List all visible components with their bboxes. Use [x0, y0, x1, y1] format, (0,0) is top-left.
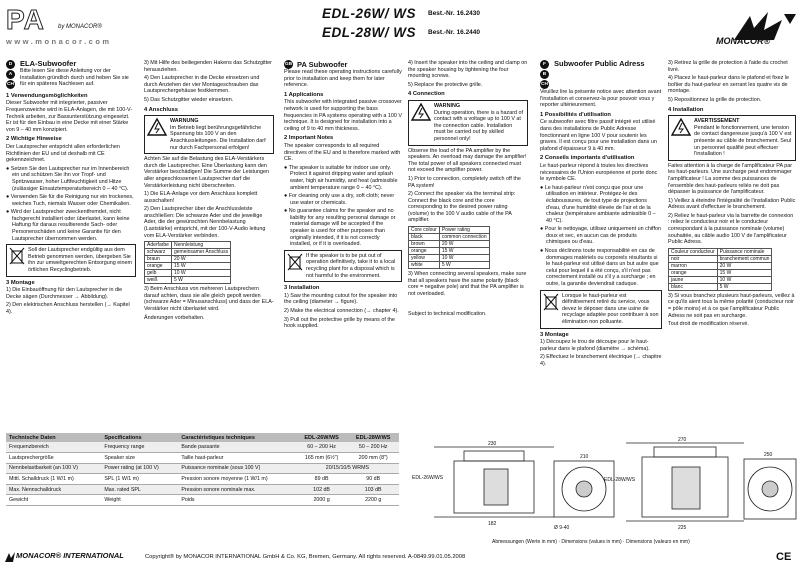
language-badges-de — [6, 60, 15, 90]
heading-gb-2: 2 Important Notes — [284, 135, 334, 142]
column-fr-2 — [668, 60, 796, 430]
model-name-2: EDL-28W/ WS — [322, 25, 417, 40]
dim-225: 225 — [678, 525, 687, 531]
wiring-table-de: Aderfarbe Nennleistung schwarz gemeinsamer Anschluss braun 20 W orange 15 W gelb 10 W weiß 5 W — [144, 241, 231, 284]
badge-gb: GB — [284, 62, 293, 67]
diagram-caption: Abmessungen (Werte in mm) · Dimensions (values in mm) · Dimensions (valeurs en mm) — [492, 539, 690, 545]
language-badges-fr — [540, 60, 549, 89]
step-de-4-2: 2) Den Lautsprecher über die Anschlussleiste anschließen: Die schwarze Ader und die jeweilige Ader, die der gewünschten Nennbelastung (Laststärke) entspricht, mit der 100-V-Audio leitung vom ELA-Verstärker verbinden. — [144, 206, 266, 239]
wheelie-bin-icon — [9, 247, 25, 265]
heading-fr-2: 2 Conseils importants d'utilisation — [540, 155, 635, 162]
warning-box-fr — [668, 115, 796, 161]
step-gb-4-2: 2) Connect the speaker via the terminal strip: Connect the black core and the core corresponding to the desired power rating (volume) to the 100 V audio cable of the PA amplifier. — [408, 191, 516, 224]
warning-title-gb: WARNING — [434, 102, 461, 109]
high-voltage-warning-icon — [671, 118, 691, 136]
bullet-de-3: ● Wird der Lautsprecher zweckentfremdet, nicht fachgerecht installiert oder überlastet, kann keine Haftung für daraus resultierende Sach- oder Personenschäden und keine Garantie für den Lautsprecher übernommen werden. — [6, 209, 130, 242]
bullet-de-2: ● Verwenden Sie für die Reinigung nur ein trockenes, weiches Tuch, niemals Wasser oder Chemikalien. — [6, 194, 134, 207]
bullet-gb-1: ● The speaker is suitable for indoor use only. Protect it against dripping water and splash water, high air humidity, and heat (admissible ambient temperature range 0 – 40 °C). — [284, 164, 398, 191]
step-fr-3-4: 4) Placez le haut-parleur dans le plafond et fixez le boîtier du haut-parleur en serrant les quatre vis de montage. — [668, 75, 790, 95]
brand-by: by MONACOR® — [58, 24, 102, 30]
badge-ch: CH — [7, 82, 14, 87]
heading-de-1: 1 Verwendungsmöglichkeiten — [6, 92, 88, 99]
column-gb-2 — [408, 60, 528, 430]
section-title-gb: PA Subwoofer — [297, 60, 348, 69]
dim-250: 250 — [764, 452, 773, 458]
heading-de-2: 2 Wichtige Hinweise — [6, 136, 62, 143]
disposal-note-fr: Lorsque le haut-parleur est définitivement retiré du service, vous devez le déposer dans une usine de recyclage adaptée pour contribuer à son élimination non polluante. — [540, 290, 662, 329]
step-fr-3-1: 1) Découpez le trou de découpe pour le haut-parleur dans le plafond (diamètre → schéma). — [540, 339, 650, 352]
table-row: Frequenzbereich Frequency range Bande passante 60 – 200 Hz 50 – 200 Hz — [6, 442, 399, 453]
dim-182: 182 — [488, 521, 497, 527]
warning-box-de — [144, 115, 274, 154]
step-fr-3-3: 3) Retirez la grille de protection à l'aide du crochet livré. — [668, 60, 788, 73]
step-gb-3-5: 5) Replace the protective grille. — [408, 81, 483, 88]
warning-text-gb: During operation, there is a hazard of contact with a voltage up to 100 V at the connection cable. Installation must be carried out by skilled personnel only! — [434, 109, 523, 142]
text-fr-2: Le haut-parleur répond à toutes les directives nécessaires de l'Union européenne et porte donc le symbole CE. — [540, 162, 658, 183]
warning-box-gb — [408, 100, 528, 146]
changes-fr: Tout droit de modification réservé. — [668, 321, 749, 328]
step-gb-3-4: 4) Insert the speaker into the ceiling and clamp on the speaker housing by tightening the four mounting screws. — [408, 60, 528, 80]
table-row: Lautsprechergröße Speaker size Taille haut-parleur 165 mm (6½") 200 mm (8") — [6, 453, 399, 464]
bullet-de-1: ● Setzen Sie den Lautsprecher nur im Innenbereich ein und schützen Sie ihn vor Tropf- und Spritzwasser, hoher Luftfeuchtigkeit und Hitze (zulässiger Einsatztemperaturbereich 0 – 40 °C). — [6, 165, 130, 192]
column-de-2 — [144, 60, 274, 430]
warning-text-fr: Pendant le fonctionnement, une tension de contact dangereuse jusqu'à 100 V est présente au câble de branchement. Seul un personnel qualifié peut effectuer l'installation ! — [694, 124, 792, 158]
disposal-note-gb: If the speaker is to be put out of operation definitively, take it to a local recycling plant for a disposal which is not harmful to the environment. — [284, 250, 402, 282]
step-fr-3-2: 2) Effectuez le branchement électrique (→ chapitre 4). — [540, 354, 662, 367]
wiring-table-fr: Couleur conducteur Puissance nominale noir branchement commun marron 20 W orange 15 W jaune 10 W blanc 5 W — [668, 248, 772, 291]
text-de-2: Der Lautsprecher entspricht allen erforderlichen Richtlinien der EU und ist deshalb mit CE gekennzeichnet. — [6, 143, 120, 164]
changes-de: Änderungen vorbehalten. — [144, 314, 205, 321]
step-fr-3-5: 5) Repositionnez la grille de protection. — [668, 96, 762, 103]
bullet-fr-3: ● Nous déclinons toute responsabilité en cas de dommages matériels ou corporels résultants si le haut-parleur est utilisé dans un but autre que celui pour lequel il a été conçu, s'il n'est pas correctement installé ou s'il y a surcharge ; en outre, la garantie deviendrait caduque. — [540, 248, 659, 288]
model-name-1: EDL-26W/ WS — [322, 6, 417, 21]
intro-fr: Veuillez lire la présente notice avec attention avant l'installation et conservez-la pour pouvoir vous y reporter ultérieurement. — [540, 89, 662, 109]
heading-de-3: 3 Montage — [6, 279, 35, 286]
step-gb-3-2: 2) Make the electrical connection (→ chapter 4). — [284, 308, 399, 314]
step-de-4-3: 3) Beim Anschluss von mehreren Lautsprechern darauf achten, dass sie alle gleich gepolt werden (schwarze Ader = Minusanschluss) und dass der ELA-Verstärker nicht überlastet wird. — [144, 286, 274, 313]
badge-d: D — [6, 60, 15, 69]
step-de-4-1: 1) Die ELA-Anlage vor dem Anschluss komplett ausschalten! — [144, 191, 258, 204]
column-fr-1 — [540, 60, 662, 430]
brand-pa: PA — [6, 4, 45, 35]
heading-de-4: 4 Anschluss — [144, 106, 178, 113]
table-row: Mittl. Schalldruck (1 W/1 m) SPL (1 W/1 m) Pression sonore moyenne (1 W/1 m) 89 dB 90 dB — [6, 474, 399, 485]
badge-a: A — [6, 70, 15, 79]
heading-gb-1: 1 Applications — [284, 91, 324, 98]
badge-b: B — [540, 70, 549, 79]
high-voltage-warning-icon — [147, 118, 167, 136]
bullet-gb-2: ● For cleaning only use a dry, soft cloth; never use water or chemicals. — [284, 193, 395, 206]
column-de-1 — [6, 60, 136, 430]
step-gb-3-3: 3) Pull out the protective grille by means of the hook supplied. — [284, 316, 395, 330]
step-gb-4-3: 3) When connecting several speakers, make sure that all speakers have the same polarity (black core = negative pole) and that the PA amplifier is not overloaded. — [408, 271, 527, 297]
badge-ch: CH — [541, 82, 548, 87]
diagram-label-edl28: EDL-28W/WS — [604, 477, 636, 483]
text-fr-1: Ce subwoofer avec filtre passif intégré est utilisé dans des installations de Public Adresse fonctionnant en ligne 100 V pour soutenir les graves. Il est conçu pour une installation dans un plafond d'épaisseur 9 à 40 mm. — [540, 119, 657, 152]
heading-fr-4: 4 Installation — [668, 106, 704, 113]
warning-text-de: Im Betrieb liegt berührungsgefährliche Spannung bis 100 V an den Anschlussleitungen. Die Installation darf nur durch Fachpersonal erfolgen! — [170, 124, 266, 151]
warning-title-de: WARNUNG — [170, 118, 199, 125]
intro-fr-4: Faites attention à la charge de l'amplificateur PA par les haut-parleurs. Une surcharge peut endommager l'amplificateur ! La somme des puissances de l'ensemble des haut-parleurs reliés ne doit pas dépasser la puissance de l'amplificateur. — [668, 162, 793, 196]
text-de-1: Dieser Subwoofer mit integrierter, passiver Frequenzweiche wird in ELA-Anlagen, die mit 100-V-Technik arbeiten, zur Bassunterstützung eingesetzt. Er ist für den Einbau in eine Decke mit einer Stärke von 9 – 40 mm konzipiert. — [6, 100, 133, 133]
disposal-note-de: Soll der Lautsprecher endgültig aus dem Betrieb genommen werden, übergeben Sie ihn zur umweltgerechten Entsorgung einem örtlichen Recyclingbetrieb. — [6, 244, 136, 276]
dimension-drawing — [404, 433, 800, 547]
column-gb-1 — [284, 60, 402, 430]
table-row: Max. Nennschalldruck Max. rated SPL Pression sonore nominale max. 102 dB 103 dB — [6, 484, 399, 495]
text-gb-1: This subwoofer with integrated passive crossover network is used for supporting the bass frequencies in PA systems operating with a 100 V technique. It is designed for installation into a ceiling of 9 to 40 mm thickness. — [284, 99, 402, 132]
dim-210: 210 — [580, 454, 589, 460]
wheelie-bin-icon — [543, 293, 559, 311]
step-fr-4-1: 1) Veillez à éteindre l'intégralité de l'installation Public Adress avant d'effectuer le branchement. — [668, 197, 796, 211]
dim-270: 270 — [678, 437, 687, 443]
dim-230: 230 — [488, 441, 497, 447]
bullet-fr-1: ● Le haut-parleur n'est conçu que pour une utilisation en intérieur. Protégez-le des éclaboussures, de tout type de projections d'eau, d'une humidité élevée de l'air et de la chaleur (température ambiante admissible 0 – 40 °C). — [540, 184, 656, 224]
logo-text: MONACOR® — [716, 36, 771, 46]
intro-de: Bitte lesen Sie diese Anleitung vor der Installation gründlich durch und heben Sie sie für ein späteres Nachlesen auf. — [20, 68, 129, 88]
step-fr-4-2: 2) Reliez le haut-parleur via la barrette de connexion : reliez le conducteur noir et le conducteur correspondant à la puissance nominale (volume) souhaitée, au câble audio 100 V de l'amplificateur Public Adress. — [668, 212, 794, 246]
step-de-3-3: 3) Mit Hilfe des beiliegenden Hakens das Schutzgitter herausziehen. — [144, 60, 272, 73]
heading-gb-4: 4 Connection — [408, 91, 445, 98]
heading-fr-1: 1 Possibilités d'utilisation — [540, 111, 611, 118]
step-de-3-5: 5) Das Schutzgitter wieder einsetzen. — [144, 96, 234, 103]
warning-title-fr: AVERTISSEMENT — [694, 118, 740, 125]
step-de-3-4: 4) Den Lautsprecher in die Decke einsetzen und durch Anziehen der vier Montageschrauben das Lautsprechergehäuse festklemmen. — [144, 75, 260, 95]
intro-de-4: Achten Sie auf die Belastung des ELA-Verstärkers durch die Lautsprecher. Eine Überlastung kann den Verstärker beschädigen! Die Summe der Leistungen aller angeschlossenen Lautsprecher darf die Verstärkerleistung nicht überschreiten. — [144, 156, 269, 189]
changes-gb: Subject to technical modification. — [408, 311, 487, 318]
diagram-label-edl26: EDL-26W/WS — [412, 475, 444, 481]
wheelie-bin-icon — [287, 253, 303, 271]
table-row: Gewicht Weight Poids 2000 g 2200 g — [6, 495, 399, 506]
bullet-gb-3: ● No guarantee claims for the speaker and no liability for any resulting personal damage or material damage will be accepted if the speaker is used for other purposes than originally intended, if it is not correctly installed, or if it is overloaded. — [284, 208, 396, 248]
heading-gb-3: 3 Installation — [284, 285, 320, 292]
website: www.monacor.com — [6, 37, 112, 46]
specifications-table — [6, 433, 399, 506]
intro-gb-4: Observe the load of the PA amplifier by the speakers. An overload may damage the amplifier! The total power of all speakers connected must not exceed the amplifier power. — [408, 147, 527, 174]
text-gb-2: The speaker corresponds to all required directives of the EU and is therefore marked with CE. — [284, 142, 401, 163]
step-de-3-1: 1) Die Einbauöffnung für den Lautsprecher in die Decke sägen (Durchmesser → Abbildung). — [6, 287, 123, 300]
table-header-row: Technische Daten Specifications Caractéristiques techniques EDL-26W/WS EDL-28W/WS — [6, 433, 399, 442]
section-title-fr: Subwoofer Public Adress — [554, 60, 645, 68]
order-number-2: Best.-Nr. 16.2440 — [428, 29, 481, 36]
wiring-table-gb: Core colour Power rating black common connection brown 20 W orange 15 W yellow 10 W white 5 W — [408, 226, 490, 269]
order-number-1: Best.-Nr. 16.2430 — [428, 10, 481, 17]
high-voltage-warning-icon — [411, 103, 431, 121]
section-title-de: ELA-Subwoofer — [20, 60, 77, 68]
intro-gb: Please read these operating instructions carefully prior to installation and keep them for later reference. — [284, 69, 402, 89]
table-row: Nennbelastbarkeit (an 100 V) Power rating (at 100 V) Puissance nominale (sous 100 V) 20/15/10/5 WRMS — [6, 463, 399, 474]
dim-thickness: Ø 9-40 — [554, 525, 570, 531]
ce-mark: CE — [776, 551, 792, 563]
step-fr-4-3: 3) Si vous branchez plusieurs haut-parleurs, veillez à ce qu'ils aient tous la même polarité (conducteur noir = pôle moins) et à ce que l'amplificateur Public Adress ne soit pas en surcharge. — [668, 292, 795, 319]
heading-fr-3: 3 Montage — [540, 331, 569, 338]
step-de-3-2: 2) Den elektrischen Anschluss herstellen (→ Kapitel 4). — [6, 302, 130, 315]
copyright: Copyright® by MONACOR INTERNATIONAL GmbH & Co. KG, Bremen, Germany. All rights reserved. A-0849.99.01.05.2008 — [145, 554, 466, 560]
badge-f: F — [540, 60, 549, 69]
step-gb-4-1: 1) Prior to connection, completely switch off the PA system! — [408, 175, 521, 189]
monacor-mark-icon — [4, 551, 16, 563]
step-gb-3-1: 1) Saw the mounting cutout for the speaker into the ceiling (diameter → figure). — [284, 292, 398, 306]
bullet-fr-2: ● Pour le nettoyage, utilisez uniquement un chiffon doux et sec, en aucun cas de produits chimiques ou d'eau. — [540, 226, 661, 246]
footer-logo: MONACOR® INTERNATIONAL — [16, 551, 124, 560]
